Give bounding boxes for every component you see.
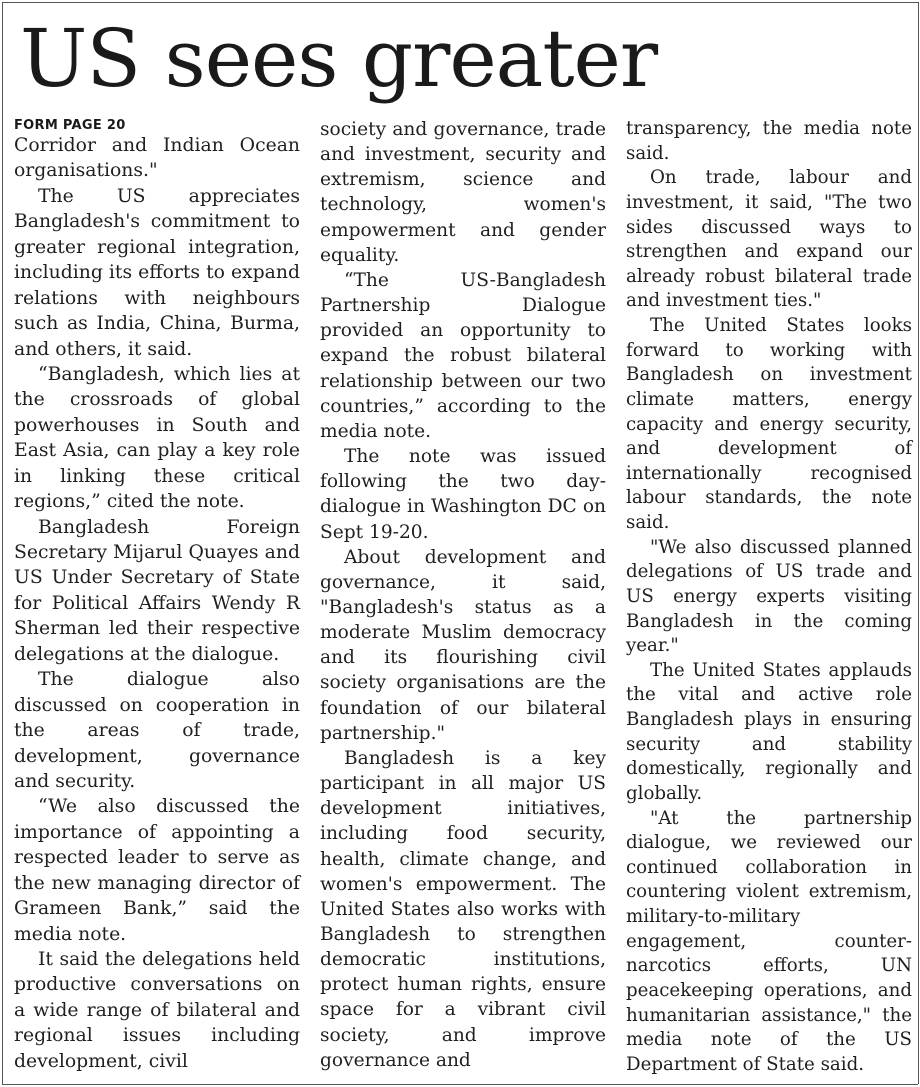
paragraph: On trade, labour and investment, it said, "The two sides discussed ways to strengthen and expand our already robust bilateral trade and investment ties." [626,167,912,312]
paragraph: It said the delegations held productive conversations on a wide range of bilateral and regional issues including development, civil [14,949,300,1072]
paragraph: Bangladesh is a key participant in all major US development initiatives, including food security, health, climate change, and women's empowerment. The United States also works with Bangladesh to strengthen democratic institutions, protect human rights, ensure space for a vibrant civil society, and improve governance and [320,747,606,1071]
page-border-top [2,2,918,3]
paragraph: The dialogue also discussed on cooperation in the areas of trade, development, governance and security. [14,669,300,792]
page-border-right [918,2,919,1084]
paragraph: society and governance, trade and investment, security and extremism, science and technology, women's empowerment and gender equality. [320,119,606,266]
paragraph: “The US-Bangladesh Partnership Dialogue provided an opportunity to expand the robust bilateral relationship between our two countries,” according to the media note. [320,269,606,442]
paragraph: About development and governance, it said, "Bangladesh's status as a moderate Muslim democracy and its flourishing civil society organisations are the foundation of our bilateral partnership." [320,546,606,744]
paragraph: The United States applauds the vital and active role Bangladesh plays in ensuring security and stability domestically, regionally and globally. [626,659,912,804]
paragraph: Corridor and Indian Ocean organisations." [14,135,300,182]
paragraph: "At the partnership dialogue, we reviewed our continued collaboration in countering violent extremism, military-to-military engagement, counter-narcotics efforts, UN peacekeeping operations, and humanitarian assistance," the media note of the US Department of State said. [626,807,912,1075]
page-border-bottom [2,1084,918,1085]
paragraph: "We also discussed planned delegations of US trade and US energy experts visiting Bangladesh in the coming year." [626,536,912,657]
page-border-left [2,2,3,1084]
paragraph: transparency, the media note said. [626,118,912,164]
article-column-3 [626,117,912,1077]
paragraph: “Bangladesh, which lies at the crossroads of global powerhouses in South and East Asia, can play a key role in linking these critical regions,” cited the note. [14,363,300,513]
paragraph: Bangladesh Foreign Secretary Mijarul Quayes and US Under Secretary of State for Political Affairs Wendy R Sherman led their respective delegations at the dialogue. [14,516,300,665]
article-headline: US sees greater [20,12,658,105]
paragraph: The US appreciates Bangladesh's commitment to greater regional integration, including its efforts to expand relations with neighbours such as India, China, Burma, and others, it said. [14,185,300,360]
paragraph: The note was issued following the two day-dialogue in Washington DC on Sept 19-20. [320,446,606,543]
article-column-1 [14,117,300,1074]
paragraph: “We also discussed the importance of appointing a respected leader to serve as the new managing director of Grameen Bank,” said the media note. [14,796,300,945]
continued-from-label: FORM PAGE 20 [14,118,126,133]
article-column-2 [320,117,606,1073]
paragraph: The United States looks forward to working with Bangladesh on investment climate matters, energy capacity and energy security, and development of internationally recognised labour standards, the note said. [626,315,912,533]
